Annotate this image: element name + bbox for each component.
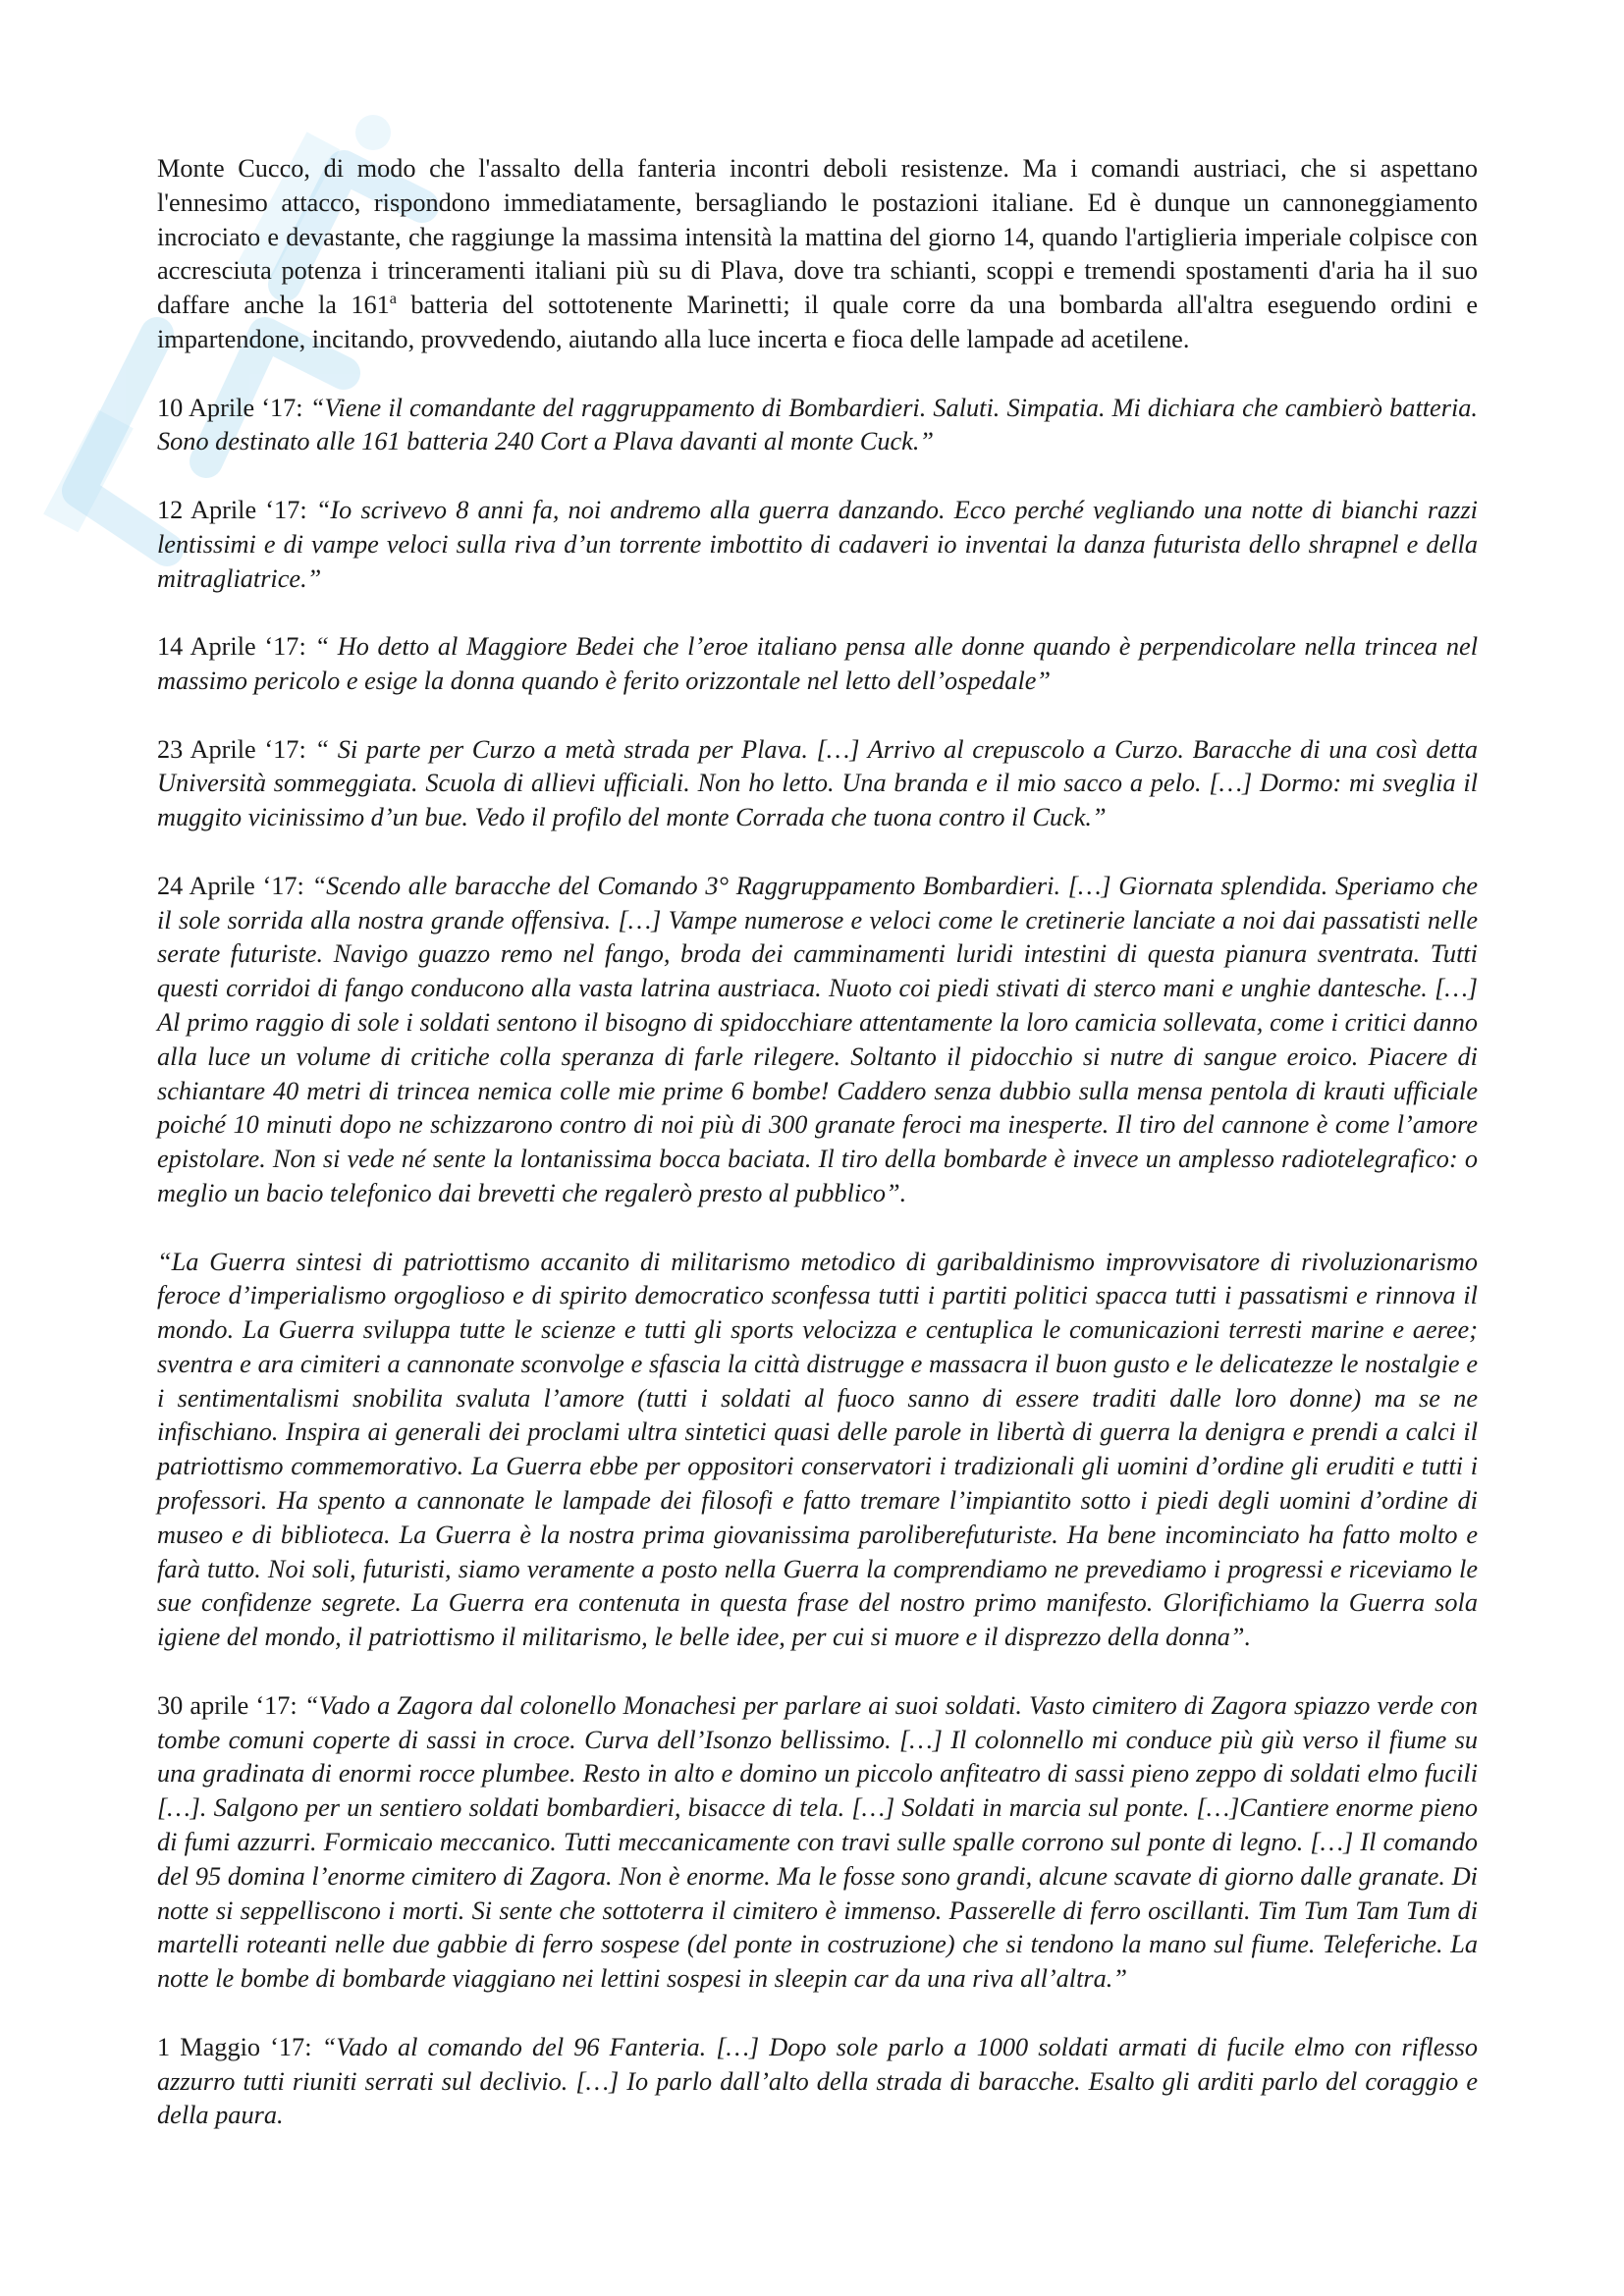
diary-entry — [157, 733, 1478, 835]
entry-date: 23 Aprile ‘17: — [157, 734, 315, 764]
entry-quote: “ Ho detto al Maggiore Bedei che l’eroe italiano pensa alle donne quando è perpendicolare nella trincea nel massimo pericolo e esige la donna quando è ferito orizzontale nel letto dell’ospedale” — [157, 632, 1478, 695]
entry-quote: “Vado al comando del 96 Fanteria. […] Dopo sole parlo a 1000 soldati armati di fucile elmo con riflesso azzurro tutti riuniti serrati sul declivio. […] Io parlo dall’alto della strada di baracche. Esalto gli arditi parlo del coraggio e della paura. — [157, 2032, 1478, 2130]
diary-entry — [157, 1689, 1478, 1997]
entry-quote: “La Guerra sintesi di patriottismo accanito di militarismo metodico di garibaldinismo improvvisatore di rivoluzionarismo feroce d’imperialismo orgoglioso e di spirito democratico sconfessa tutti i partiti politici spacca tutti i passatismi e rinnova il mondo. La Guerra sviluppa tutte le scienze e tutti gli sports velocizza e centuplica le comunicazioni terresti marine e aeree; sventra e ara cimiteri a cannonate sconvolge e sfascia la città distrugge e massacra il buon gusto e le delicatezze le nostalgie e i sentimentalismi snobilita svaluta l’amore (tutti i soldati al fuoco sanno di essere traditi dalle loro donne) ma se ne infischiano. Inspira ai generali dei proclami ultra sintetici quasi delle parole in libertà di guerra la denigra e prendi a calci il patriottismo commemorativo. La Guerra ebbe per oppositori conservatori i tradizionali gli uomini d’ordine gli eruditi e tutti i professori. Ha spento a cannonate le lampade dei filosofi e fatto tremare l’impiantito sotto i piedi degli uomini d’ordine di museo e di biblioteca. La Guerra è la nostra prima giovanissima paroliberefuturiste. Ha bene incominciato ha fatto molto e farà tutto. Noi soli, futuristi, siamo veramente a posto nella Guerra la comprendiamo ne prevediamo i progressi e riceviamo le sue confidenze segrete. La Guerra era contenuta in questa frase del nostro primo manifesto. Glorifichiamo la Guerra sola igiene del mondo, il patriottismo il militarismo, le belle idee, per cui si muore e il disprezzo della donna”. — [157, 1247, 1478, 1652]
intro-paragraph: Monte Cucco, di modo che l'assalto della fanteria incontri deboli resistenze. Ma i comandi austriaci, che si aspettano l'ennesimo attacco, rispondono immediatamente, bersagliando le postazioni italiane. Ed è dunque un cannoneggiamento incrociato e devastante, che raggiunge la massima intensità la mattina del giorno 14, quando l'artiglieria imperiale colpisce con accresciuta potenza i trinceramenti italiani più su di Plava, dove tra schianti, scoppi e tremendi spostamenti d'aria ha il suo daffare anche la 161$^a$ batteria del sottotenente Marinetti; il quale corre da una bombarda all'altra eseguendo ordini e impartendone, incitando, provvedendo, aiutando alla luce incerta e fioca delle lampade ad acetilene. — [157, 154, 1478, 353]
diary-entry — [157, 494, 1478, 596]
diary-entry — [157, 630, 1478, 699]
superscript-a: a — [389, 289, 398, 308]
entry-date: 24 Aprile ‘17: — [157, 871, 312, 900]
document-body — [157, 152, 1478, 2167]
manifesto-quote — [157, 1246, 1478, 1656]
diary-entry — [157, 870, 1478, 1211]
diary-entry — [157, 2031, 1478, 2133]
entry-date: 30 aprile ‘17: — [157, 1690, 304, 1720]
entry-date: 1 Maggio ‘17: — [157, 2032, 322, 2061]
entry-date: 10 Aprile ‘17: — [157, 393, 310, 422]
entry-quote: “ Si parte per Curzo a metà strada per Plava. […] Arrivo al crepuscolo a Curzo. Baracche di una così detta Università sommeggiata. Scuola di allievi ufficiali. Non ho letto. Una branda e il mio sacco a pelo. […] Dormo: mi sveglia il muggito vicinissimo d’un bue. Vedo il profilo del monte Corrada che tuona contro il Cuck.” — [157, 734, 1478, 832]
diary-entry — [157, 392, 1478, 460]
entry-quote: “Io scrivevo 8 anni fa, noi andremo alla guerra danzando. Ecco perché vegliando una notte di bianchi razzi lentissimi e di vampe veloci sulla riva d’un torrente imbottito di cadaveri io inventai la danza futurista dello shrapnel e della mitragliatrice.” — [157, 495, 1478, 593]
entry-date: 12 Aprile ‘17: — [157, 495, 316, 524]
entry-quote: “Scendo alle baracche del Comando 3° Raggruppamento Bombardieri. […] Giornata splendida. Speriamo che il sole sorrida alla nostra grande offensiva. […] Vampe numerose e veloci come le cretinerie lanciate a noi dai passatisti nelle serate futuriste. Navigo guazzo remo nel fango, broda dei camminamenti luridi intestini di questa pianura sventrata. Tutti questi corridoi di fango conducono alla vasta latrina austriaca. Nuoto coi piedi stivati di sterco mani e unghie dantesche. […] Al primo raggio di sole i soldati sentono il bisogno di spidocchiare attentamente la loro camicia sollevata, come i critici danno alla luce un volume di critiche colla speranza di farle rilegere. Soltanto il pidocchio si nutre di sangue eroico. Piacere di schiantare 40 metri di trincea nemica colle mie prime 6 bombe! Caddero senza dubbio sulla mensa pentola di krauti ufficiale poiché 10 minuti dopo ne schizzarono contro di noi più di 300 granate feroci ma inesperte. Il tiro del cannone è come l’amore epistolare. Non si vede né sente la lontanissima bocca baciata. Il tiro della bombarde è invece un amplesso radiotelegrafico: o meglio un bacio telefonico dai brevetti che regalerò presto al pubblico”. — [157, 871, 1478, 1207]
entry-quote: “Vado a Zagora dal colonello Monachesi per parlare ai suoi soldati. Vasto cimitero di Zagora spiazzo verde con tombe comuni coperte di sassi in croce. Curva dell’Isonzo bellissimo. […] Il colonnello mi conduce più giù verso il fiume su una gradinata di enormi rocce plumbee. Resto in alto e domino un piccolo anfiteatro di sassi pieno zeppo di soldati elmo fucili […]. Salgono per un sentiero soldati bombardieri, bisacce di tela. […] Soldati in marcia sul ponte. […]Cantiere enorme pieno di fumi azzurri. Formicaio meccanico. Tutti meccanicamente con travi sulle spalle corrono sul ponte di legno. […] Il comando del 95 domina l’enorme cimitero di Zagora. Non è enorme. Ma le fosse sono grandi, alcune scavate di giorno dalle granate. Di notte si seppelliscono i morti. Si sente che sottoterra il cimitero è immenso. Passerelle di ferro oscillanti. Tim Tum Tam Tum di martelli roteanti nelle due gabbie di ferro sospese (del ponte in costruzione) che si tendono la mano sul fiume. Teleferiche. La notte le bombe di bombarde viaggiano nei lettini sospesi in sleepin car da una riva all’altra.” — [157, 1690, 1479, 1994]
entry-date: 14 Aprile ‘17: — [157, 632, 315, 662]
entry-quote: “Viene il comandante del raggruppamento di Bombardieri. Saluti. Simpatia. Mi dichiara che cambierò batteria. Sono destinato alle 161 batteria 240 Cort a Plava davanti al monte Cuck.” — [157, 393, 1478, 456]
